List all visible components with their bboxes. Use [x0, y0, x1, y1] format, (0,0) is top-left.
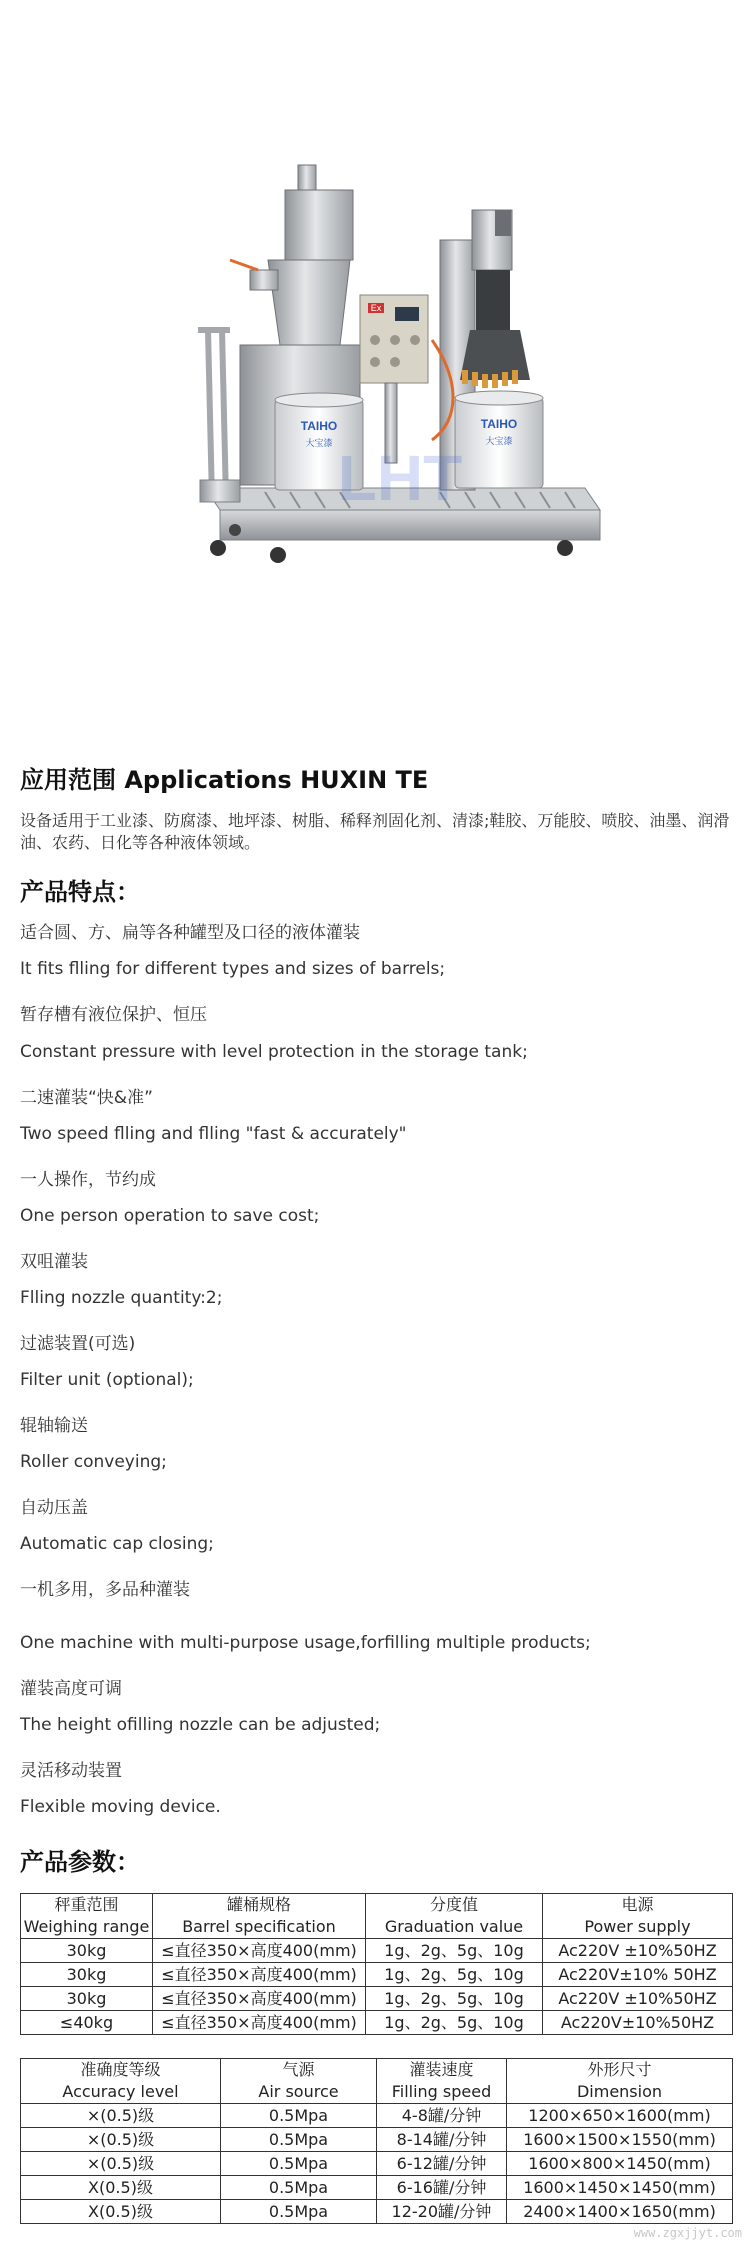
table-row [21, 2011, 733, 2035]
image-watermark: LHT [337, 442, 463, 514]
spec-table-2 [20, 2058, 733, 2224]
applications-title: 应用范围 Applications HUXIN TE [20, 766, 429, 794]
bucket-label: 大宝漆 [305, 439, 333, 449]
table-cell: 1g、2g、5g、10g [366, 1987, 543, 2011]
table-cell: 12-20罐/分钟 [377, 2200, 507, 2224]
bucket-label-right: 大宝漆 [485, 437, 513, 447]
feature-item: Constant pressure with level protection in the storage tank; [20, 1042, 528, 1062]
table-cell: 0.5Mpa [221, 2104, 377, 2128]
table-cell: 1g、2g、5g、10g [366, 2011, 543, 2035]
feature-item: 一机多用，多品种灌装 [20, 1580, 190, 1600]
table-cell: 1g、2g、5g、10g [366, 1939, 543, 1963]
table-header-cell: 准确度等级 Accuracy level [21, 2059, 221, 2104]
applications-description: 设备适用于工业漆、防腐漆、地坪漆、树脂、稀释剂固化剂、清漆;鞋胶、万能胶、喷胶、油墨、润滑油、农药、日化等各种液体领域。 [20, 811, 730, 852]
table-cell: 30kg [21, 1963, 153, 1987]
bucket-logo: TAIHO [300, 419, 338, 433]
table-cell: 1600×1500×1550(mm) [507, 2128, 733, 2152]
table-cell: 6-12罐/分钟 [377, 2152, 507, 2176]
feature-item: 灌装高度可调 [20, 1679, 122, 1699]
feature-item: Two speed flling and flling "fast & accurately" [20, 1124, 407, 1144]
table-row [21, 2104, 733, 2128]
table-header-cell: 罐桶规格 Barrel specification [153, 1894, 366, 1939]
table-cell: 1g、2g、5g、10g [366, 1963, 543, 1987]
product-image [0, 0, 750, 740]
feature-item: Roller conveying; [20, 1452, 167, 1472]
feature-item: The height ofilling nozzle can be adjusted; [20, 1715, 381, 1735]
feature-item: Flexible moving device. [20, 1797, 221, 1817]
table-cell: 4-8罐/分钟 [377, 2104, 507, 2128]
table-cell: ≤直径350×高度400(mm) [153, 1963, 366, 1987]
table-cell: 0.5Mpa [221, 2152, 377, 2176]
table-cell: 30kg [21, 1987, 153, 2011]
table-cell: X(0.5)级 [21, 2200, 221, 2224]
table-cell: ×(0.5)级 [21, 2104, 221, 2128]
table-cell: 0.5Mpa [221, 2176, 377, 2200]
filling-machine-illustration [0, 0, 750, 740]
table-cell: 1600×800×1450(mm) [507, 2152, 733, 2176]
feature-item: 灵活移动装置 [20, 1761, 122, 1781]
feature-item: Flling nozzle quantity:2; [20, 1288, 223, 1308]
feature-item: Automatic cap closing; [20, 1534, 214, 1554]
table-header-row [21, 1894, 733, 1939]
table-cell: Ac220V±10%50HZ [543, 2011, 733, 2035]
table-header-row [21, 2059, 733, 2104]
table-header-cell: 外形尺寸 Dimension [507, 2059, 733, 2104]
parameters-title: 产品参数： [20, 1848, 140, 1876]
feature-item: One machine with multi-purpose usage,forfilling multiple products; [20, 1633, 591, 1653]
table-row [21, 2200, 733, 2224]
table-row [21, 1939, 733, 1963]
bucket-logo-right: TAIHO [480, 417, 518, 431]
table-row [21, 2128, 733, 2152]
table-row [21, 1963, 733, 1987]
table-row [21, 1987, 733, 2011]
feature-item: 适合圆、方、扁等各种罐型及口径的液体灌装 [20, 923, 360, 943]
feature-item: It fits flling for different types and sizes of barrels; [20, 959, 446, 979]
table-row [21, 2176, 733, 2200]
table-cell: 0.5Mpa [221, 2128, 377, 2152]
table-cell: ×(0.5)级 [21, 2128, 221, 2152]
table-cell: 6-16罐/分钟 [377, 2176, 507, 2200]
table-cell: 1200×650×1600(mm) [507, 2104, 733, 2128]
feature-item: 双咀灌装 [20, 1252, 88, 1272]
feature-item: 过滤装置(可选) [20, 1334, 136, 1354]
table-header-cell: 分度值 Graduation value [366, 1894, 543, 1939]
panel-label: Ex [370, 303, 382, 313]
features-title: 产品特点： [20, 878, 140, 906]
table-cell: 0.5Mpa [221, 2200, 377, 2224]
table-header-cell: 气源 Air source [221, 2059, 377, 2104]
table-cell: ≤直径350×高度400(mm) [153, 2011, 366, 2035]
feature-item: 自动压盖 [20, 1498, 88, 1518]
table-cell: ≤直径350×高度400(mm) [153, 1939, 366, 1963]
table-cell: ≤直径350×高度400(mm) [153, 1987, 366, 2011]
feature-item: 辊轴输送 [20, 1416, 88, 1436]
table-cell: 1600×1450×1450(mm) [507, 2176, 733, 2200]
table-cell: ≤40kg [21, 2011, 153, 2035]
table-cell: 8-14罐/分钟 [377, 2128, 507, 2152]
feature-item: 一人操作，节约成 [20, 1170, 156, 1190]
table-cell: ×(0.5)级 [21, 2152, 221, 2176]
feature-item: 暂存槽有液位保护、恒压 [20, 1005, 207, 1025]
table-header-cell: 秤重范围 Weighing range [21, 1894, 153, 1939]
table-cell: 30kg [21, 1939, 153, 1963]
table-cell: Ac220V ±10%50HZ [543, 1939, 733, 1963]
feature-item: One person operation to save cost; [20, 1206, 320, 1226]
table-header-cell: 电源 Power supply [543, 1894, 733, 1939]
spec-table-1 [20, 1893, 733, 2035]
feature-item: Filter unit (optional); [20, 1370, 194, 1390]
table-cell: Ac220V ±10%50HZ [543, 1987, 733, 2011]
table-cell: 2400×1400×1650(mm) [507, 2200, 733, 2224]
table-cell: X(0.5)级 [21, 2176, 221, 2200]
table-header-cell: 灌装速度 Filling speed [377, 2059, 507, 2104]
feature-item: 二速灌装“快&准” [20, 1088, 153, 1108]
table-cell: Ac220V±10% 50HZ [543, 1963, 733, 1987]
footer-watermark: www.zgxjjyt.com [633, 2226, 742, 2240]
table-row [21, 2152, 733, 2176]
